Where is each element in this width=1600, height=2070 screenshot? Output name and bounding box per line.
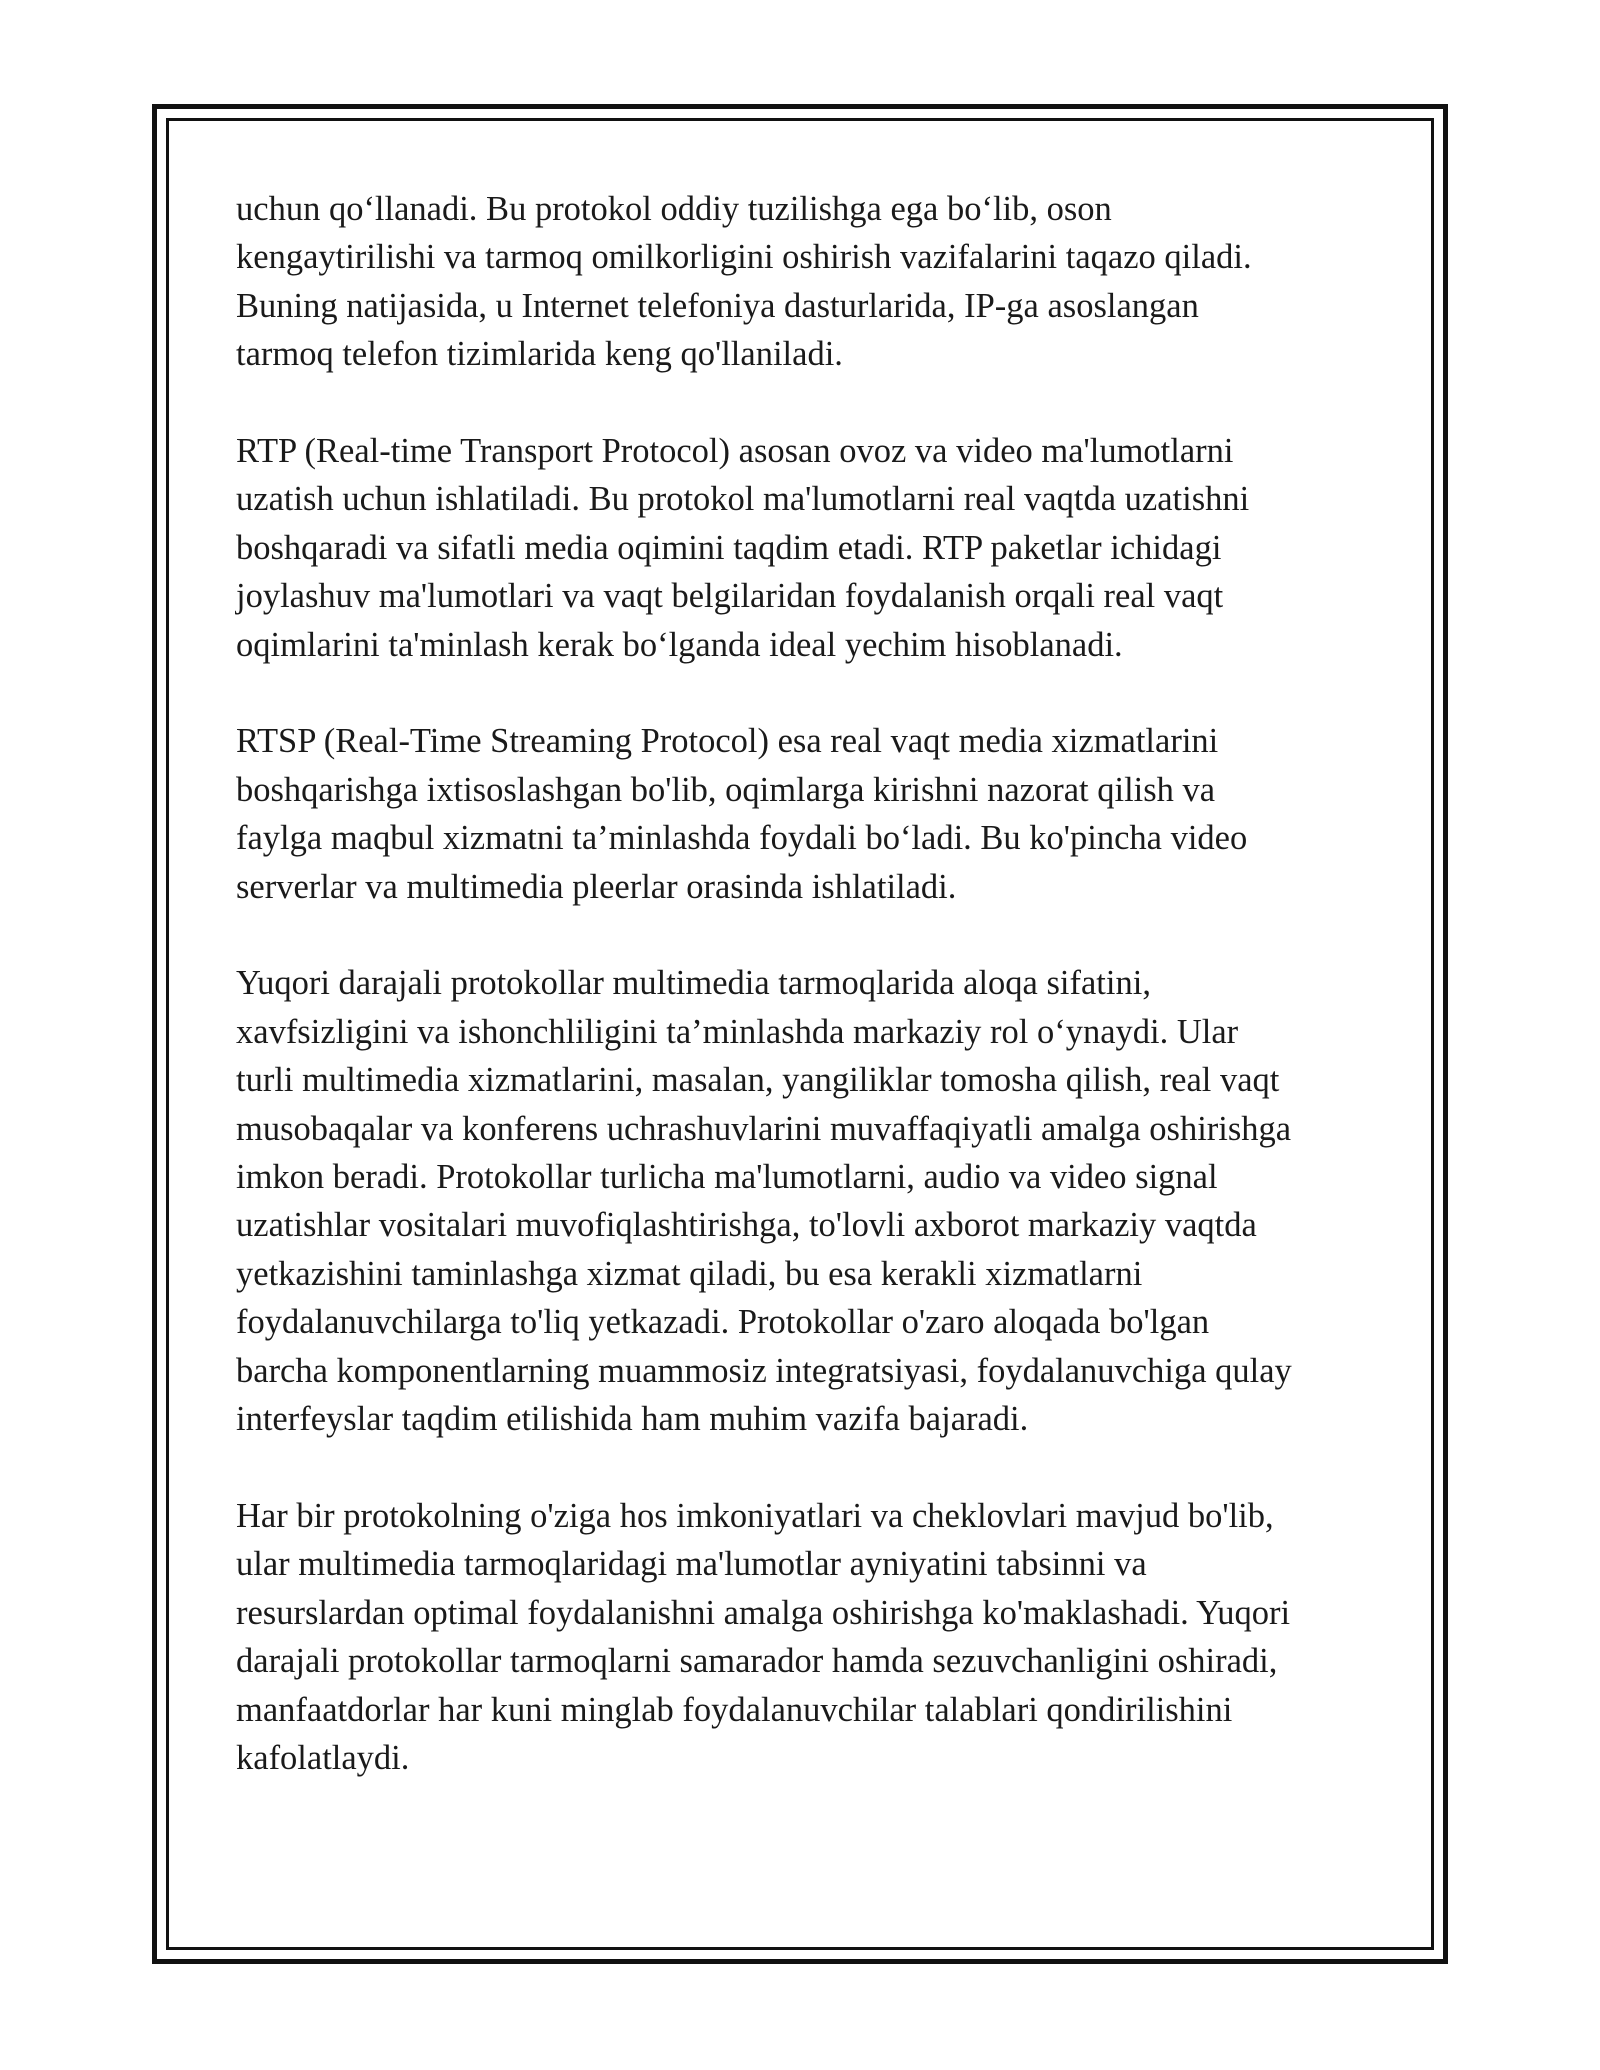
text-line: kafolatlaydi.	[236, 1738, 410, 1777]
text-line: Buning natijasida, u Internet telefoniya dasturlarida, IP-ga asoslangan	[236, 286, 1199, 325]
text-line: oqimlarini ta'minlash kerak bo‘lganda ideal yechim hisoblanadi.	[236, 625, 1123, 664]
text-line: ular multimedia tarmoqlaridagi ma'lumotlar ayniyatini tabsinni va	[236, 1545, 1147, 1584]
text-line: musobaqalar va konferens uchrashuvlarini muvaffaqiyatli amalga oshirishga	[236, 1109, 1292, 1148]
text-line: yetkazishini taminlashga xizmat qiladi, bu esa kerakli xizmatlarni	[236, 1254, 1143, 1293]
text-line: xavfsizligini va ishonchliligini ta’minlashda markaziy rol o‘ynaydi. Ular	[236, 1012, 1239, 1051]
text-line: resurslardan optimal foydalanishni amalga oshirishga ko'maklashadi. Yuqori	[236, 1593, 1291, 1632]
text-line: uchun qo‘llanadi. Bu protokol oddiy tuzilishga ega bo‘lib, oson	[236, 190, 1112, 228]
text-line: faylga maqbul xizmatni ta’minlashda foydali bo‘ladi. Bu ko'pincha video	[236, 819, 1248, 858]
text-line: interfeyslar taqdim etilishida ham muhim vazifa bajaradi.	[236, 1400, 1029, 1439]
text-line: Har bir protokolning o'ziga hos imkoniyatlari va cheklovlari mavjud bo'lib,	[236, 1496, 1274, 1535]
text-line: joylashuv ma'lumotlari va vaqt belgilaridan foydalanish orqali real vaqt	[236, 577, 1224, 616]
text-line: darajali protokollar tarmoqlarni samarador hamda sezuvchanligini oshiradi,	[236, 1642, 1278, 1681]
text-line: foydalanuvchilarga to'liq yetkazadi. Protokollar o'zaro aloqada bo'lgan	[236, 1303, 1210, 1342]
text-line: RTSP (Real-Time Streaming Protocol) esa real vaqt media xizmatlarini	[236, 722, 1219, 761]
text-line: serverlar va multimedia pleerlar orasinda ishlatiladi.	[236, 867, 957, 906]
text-line: Yuqori darajali protokollar multimedia tarmoqlarida aloqa sifatini,	[236, 964, 1151, 1003]
text-line: kengaytirilishi va tarmoq omilkorligini oshirish vazifalarini taqazo qiladi.	[236, 238, 1252, 277]
document-body	[236, 185, 1376, 1831]
text-line: turli multimedia xizmatlarini, masalan, yangiliklar tomosha qilish, real vaqt	[236, 1061, 1280, 1100]
paragraph	[236, 427, 1376, 669]
text-line: uzatishlar vositalari muvofiqlashtirishga, to'lovli axborot markaziy vaqtda	[236, 1206, 1257, 1245]
paragraph	[236, 717, 1376, 911]
paragraph	[236, 959, 1376, 1443]
paragraph	[236, 185, 1376, 379]
paragraph	[236, 1492, 1376, 1782]
text-line: boshqarishga ixtisoslashgan bo'lib, oqimlarga kirishni nazorat qilish va	[236, 770, 1216, 809]
text-line: boshqaradi va sifatli media oqimini taqdim etadi. RTP paketlar ichidagi	[236, 528, 1222, 567]
text-line: imkon beradi. Protokollar turlicha ma'lumotlarni, audio va video signal	[236, 1158, 1218, 1197]
text-line: RTP (Real-time Transport Protocol) asosan ovoz va video ma'lumotlarni	[236, 432, 1234, 471]
text-line: manfaatdorlar har kuni minglab foydalanuvchilar talablari qondirilishini	[236, 1690, 1233, 1729]
text-line: tarmoq telefon tizimlarida keng qo'llaniladi.	[236, 335, 843, 374]
text-line: uzatish uchun ishlatiladi. Bu protokol ma'lumotlarni real vaqtda uzatishni	[236, 480, 1250, 519]
text-line: barcha komponentlarning muammosiz integratsiyasi, foydalanuvchiga qulay	[236, 1351, 1292, 1390]
